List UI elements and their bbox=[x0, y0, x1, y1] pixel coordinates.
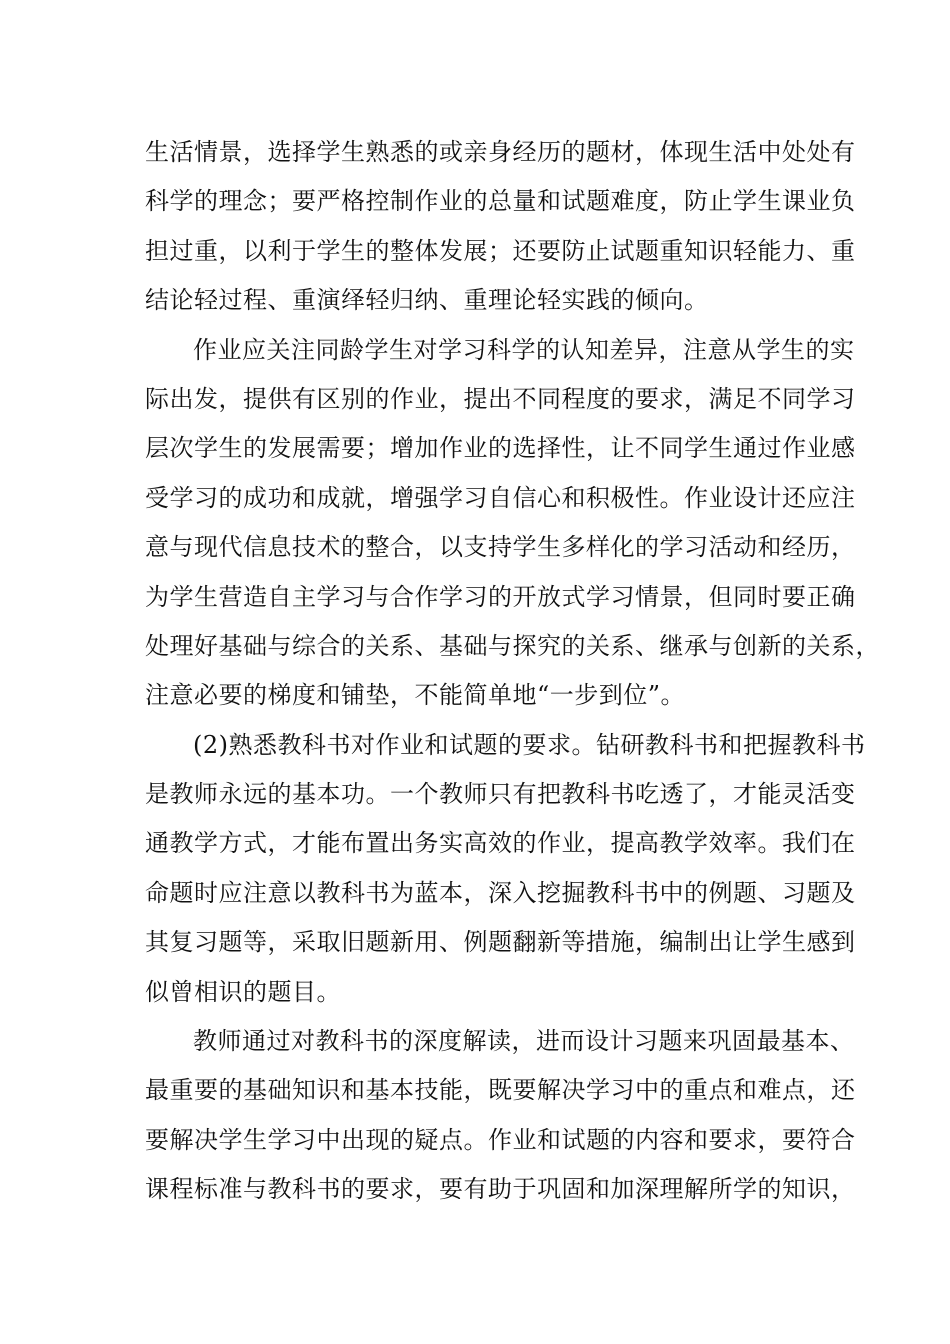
text-line: 是教师永远的基本功。一个教师只有把教科书吃透了，才能灵活变 bbox=[145, 780, 856, 809]
text-line: 层次学生的发展需要；增加作业的选择性，让不同学生通过作业感 bbox=[145, 434, 856, 463]
paragraph-first-line: 教师通过对教科书的深度解读，进而设计习题来巩固最基本、 bbox=[193, 1027, 855, 1056]
paragraph-first-line: 作业应关注同龄学生对学习科学的认知差异，注意从学生的实 bbox=[193, 335, 855, 364]
text-line: 意与现代信息技术的整合，以支持学生多样化的学习活动和经历， bbox=[145, 533, 856, 562]
text-line: 注意必要的梯度和铺垫，不能简单地“一步到位”。 bbox=[145, 681, 686, 710]
document-body bbox=[145, 128, 880, 1215]
paragraph-first-line: (2)熟悉教科书对作业和试题的要求。钻研教科书和把握教科书 bbox=[193, 730, 866, 759]
text-line: 最重要的基础知识和基本技能，既要解决学习中的重点和难点，还 bbox=[145, 1076, 856, 1105]
text-line: 担过重，以利于学生的整体发展；还要防止试题重知识轻能力、重 bbox=[145, 236, 856, 265]
text-line: 结论轻过程、重演绎轻归纳、重理论轻实践的倾向。 bbox=[145, 286, 709, 315]
text-line: 受学习的成功和成就，增强学习自信心和积极性。作业设计还应注 bbox=[145, 483, 856, 512]
text-line: 似曾相识的题目。 bbox=[145, 977, 341, 1006]
text-line: 命题时应注意以教科书为蓝本，深入挖掘教科书中的例题、习题及 bbox=[145, 878, 856, 907]
text-line: 为学生营造自主学习与合作学习的开放式学习情景，但同时要正确 bbox=[145, 582, 856, 611]
text-line: 生活情景，选择学生熟悉的或亲身经历的题材，体现生活中处处有 bbox=[145, 138, 856, 166]
text-line: 其复习题等，采取旧题新用、例题翻新等措施，编制出让学生感到 bbox=[145, 928, 856, 957]
text-line: 处理好基础与综合的关系、基础与探究的关系、继承与创新的关系， bbox=[145, 631, 880, 660]
text-line: 要解决学生学习中出现的疑点。作业和试题的内容和要求，要符合 bbox=[145, 1125, 856, 1154]
text-line: 科学的理念；要严格控制作业的总量和试题难度，防止学生课业负 bbox=[145, 187, 856, 216]
text-line: 课程标准与教科书的要求，要有助于巩固和加深理解所学的知识， bbox=[145, 1175, 856, 1204]
text-line: 通教学方式，才能布置出务实高效的作业，提高教学效率。我们在 bbox=[145, 829, 856, 858]
text-line: 际出发，提供有区别的作业，提出不同程度的要求，满足不同学习 bbox=[145, 384, 856, 413]
